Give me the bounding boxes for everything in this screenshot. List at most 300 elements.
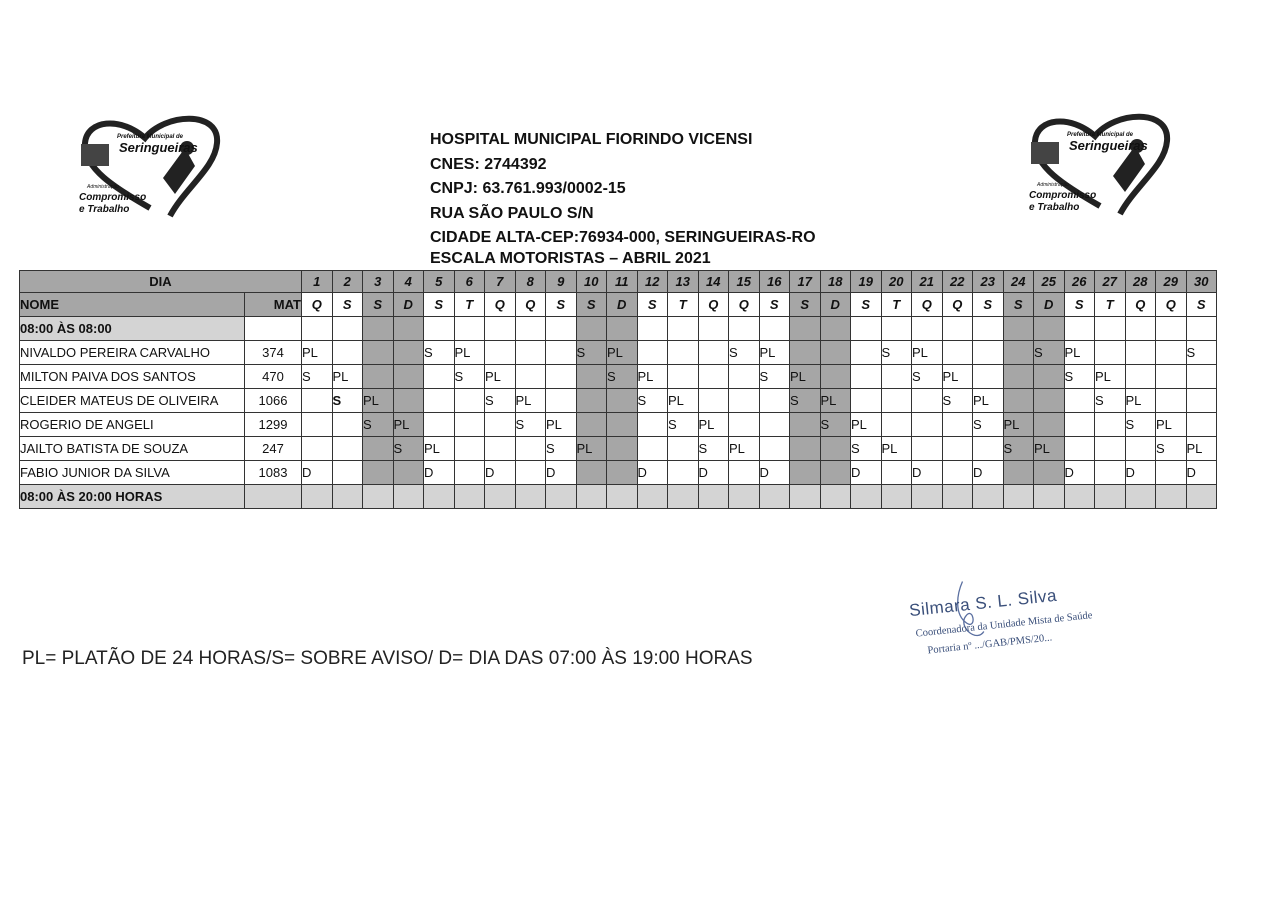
shift-cell xyxy=(759,413,790,437)
table-cell xyxy=(790,317,821,341)
day-number: 20 xyxy=(881,271,912,293)
shift-cell xyxy=(1186,413,1217,437)
weekday-letter: Q xyxy=(942,293,973,317)
nome-header: NOME xyxy=(20,293,245,317)
shift-cell xyxy=(759,437,790,461)
shift-cell xyxy=(1095,341,1126,365)
shift-cell: D xyxy=(302,461,333,485)
day-number: 9 xyxy=(546,271,577,293)
weekday-letter: S xyxy=(851,293,882,317)
shift-cell xyxy=(881,413,912,437)
shift-cell: PL xyxy=(515,389,546,413)
shift-cell: PL xyxy=(668,389,699,413)
svg-text:Prefeitura Municipal de: Prefeitura Municipal de xyxy=(117,134,184,140)
dia-header: DIA xyxy=(20,271,302,293)
shift-cell: S xyxy=(363,413,394,437)
day-number: 8 xyxy=(515,271,546,293)
shift-cell: PL xyxy=(698,413,729,437)
shift-cell xyxy=(607,389,638,413)
shift-cell: S xyxy=(820,413,851,437)
shift-cell xyxy=(1156,461,1187,485)
weekday-letter: S xyxy=(546,293,577,317)
table-row xyxy=(20,437,1217,461)
shift-cell xyxy=(729,461,760,485)
driver-name: CLEIDER MATEUS DE OLIVEIRA xyxy=(20,389,245,413)
shift-cell: PL xyxy=(942,365,973,389)
shift-cell xyxy=(637,341,668,365)
shift-cell: PL xyxy=(393,413,424,437)
shift-cell xyxy=(1034,461,1065,485)
table-cell xyxy=(546,485,577,509)
table-cell xyxy=(485,317,516,341)
table-cell xyxy=(851,317,882,341)
svg-text:e Trabalho: e Trabalho xyxy=(79,204,130,215)
city-address: CIDADE ALTA-CEP:76934-000, SERINGUEIRAS-RO xyxy=(430,229,816,246)
shift-cell xyxy=(363,461,394,485)
shift-cell xyxy=(942,413,973,437)
table-cell xyxy=(973,485,1004,509)
cnes: CNES: 2744392 xyxy=(430,155,547,173)
day-number: 5 xyxy=(424,271,455,293)
table-cell xyxy=(729,317,760,341)
day-number: 24 xyxy=(1003,271,1034,293)
shift-cell xyxy=(820,437,851,461)
table-cell xyxy=(759,317,790,341)
table-cell xyxy=(637,485,668,509)
table-cell xyxy=(1064,317,1095,341)
table-cell xyxy=(820,317,851,341)
table-cell xyxy=(820,485,851,509)
shift-cell xyxy=(1034,413,1065,437)
day-number: 14 xyxy=(698,271,729,293)
driver-name: FABIO JUNIOR DA SILVA xyxy=(20,461,245,485)
day-number: 16 xyxy=(759,271,790,293)
table-cell xyxy=(302,317,333,341)
shift-cell xyxy=(668,365,699,389)
shift-cell xyxy=(637,437,668,461)
day-number-row xyxy=(20,271,1217,293)
day-number: 6 xyxy=(454,271,485,293)
shift-cell xyxy=(393,461,424,485)
shift-cell: PL xyxy=(424,437,455,461)
stamp-title: Coordenadora da Unidade Mista de Saúde xyxy=(915,610,1093,640)
shift-cell xyxy=(302,413,333,437)
shift-cell: PL xyxy=(454,341,485,365)
shift-cell: D xyxy=(851,461,882,485)
shift-cell xyxy=(1003,341,1034,365)
shift-cell xyxy=(668,341,699,365)
shift-cell xyxy=(912,437,943,461)
day-number: 18 xyxy=(820,271,851,293)
shift-cell xyxy=(363,437,394,461)
shift-cell xyxy=(637,413,668,437)
heart-logo-icon xyxy=(1025,106,1175,216)
shift-cell: D xyxy=(1064,461,1095,485)
shift-cell xyxy=(393,341,424,365)
table-cell xyxy=(454,317,485,341)
shift-cell: PL xyxy=(1064,341,1095,365)
heart-logo-icon xyxy=(75,108,225,218)
shift-cell xyxy=(576,365,607,389)
day-number: 21 xyxy=(912,271,943,293)
shift-cell: PL xyxy=(576,437,607,461)
weekday-letter: Q xyxy=(485,293,516,317)
shift-cell: S xyxy=(1186,341,1217,365)
shift-cell xyxy=(424,389,455,413)
document-header xyxy=(430,128,816,267)
table-cell xyxy=(302,485,333,509)
shift-cell xyxy=(729,389,760,413)
shift-cell: D xyxy=(1125,461,1156,485)
table-cell xyxy=(637,317,668,341)
day-number: 10 xyxy=(576,271,607,293)
table-cell xyxy=(698,485,729,509)
table-cell xyxy=(393,485,424,509)
shift-cell xyxy=(515,461,546,485)
shift-cell xyxy=(973,365,1004,389)
shift-cell: D xyxy=(485,461,516,485)
shift-cell xyxy=(942,341,973,365)
shift-cell xyxy=(576,461,607,485)
shift-cell: S xyxy=(1003,437,1034,461)
shift-cell xyxy=(393,365,424,389)
shift-cell: PL xyxy=(973,389,1004,413)
shift-cell xyxy=(881,389,912,413)
weekday-letter: T xyxy=(1095,293,1126,317)
table-cell xyxy=(546,317,577,341)
shift-cell xyxy=(576,413,607,437)
day-number: 25 xyxy=(1034,271,1065,293)
table-cell xyxy=(332,317,363,341)
shift-cell xyxy=(1125,341,1156,365)
table-cell xyxy=(515,485,546,509)
table-cell xyxy=(942,317,973,341)
shift-cell: S xyxy=(1125,413,1156,437)
shift-cell xyxy=(515,365,546,389)
table-cell xyxy=(454,485,485,509)
stamp-portaria: Portaria nº .../GAB/PMS/20... xyxy=(926,632,1053,657)
table-cell xyxy=(668,317,699,341)
table-cell xyxy=(515,317,546,341)
table-cell xyxy=(332,485,363,509)
weekday-letter: S xyxy=(1186,293,1217,317)
table-cell xyxy=(1034,317,1065,341)
shift-cell xyxy=(668,461,699,485)
table-row xyxy=(20,413,1217,437)
driver-mat: 470 xyxy=(245,365,302,389)
stamp-name: Silmara S. L. Silva xyxy=(908,585,1058,621)
table-cell xyxy=(245,317,302,341)
svg-text:Seringueiras: Seringueiras xyxy=(119,140,198,155)
table-cell xyxy=(485,485,516,509)
table-cell xyxy=(759,485,790,509)
day-number: 23 xyxy=(973,271,1004,293)
table-cell xyxy=(1034,485,1065,509)
section-row xyxy=(20,485,1217,509)
table-cell xyxy=(1186,485,1217,509)
weekday-letter: T xyxy=(668,293,699,317)
shift-cell xyxy=(790,413,821,437)
schedule-title: ESCALA MOTORISTAS – ABRIL 2021 xyxy=(430,249,711,267)
table-cell xyxy=(607,485,638,509)
shift-cell: S xyxy=(668,413,699,437)
shift-cell xyxy=(1095,461,1126,485)
shift-cell xyxy=(698,389,729,413)
shift-cell: S xyxy=(485,389,516,413)
shift-cell: PL xyxy=(1095,365,1126,389)
day-number: 13 xyxy=(668,271,699,293)
svg-text:Compromisso: Compromisso xyxy=(79,192,147,203)
svg-text:e Trabalho: e Trabalho xyxy=(1029,202,1080,213)
shift-cell xyxy=(332,437,363,461)
day-number: 29 xyxy=(1156,271,1187,293)
shift-cell xyxy=(790,461,821,485)
table-cell xyxy=(1003,317,1034,341)
table-cell xyxy=(790,485,821,509)
shift-cell: PL xyxy=(881,437,912,461)
weekday-letter: D xyxy=(607,293,638,317)
hospital-name: HOSPITAL MUNICIPAL FIORINDO VICENSI xyxy=(430,131,753,148)
weekday-letter: Q xyxy=(1156,293,1187,317)
shift-cell xyxy=(424,413,455,437)
shift-cell xyxy=(1003,461,1034,485)
section-label: 08:00 ÀS 20:00 HORAS xyxy=(20,485,245,509)
table-cell xyxy=(1125,317,1156,341)
table-cell xyxy=(912,317,943,341)
weekday-letter: D xyxy=(1034,293,1065,317)
shift-cell xyxy=(454,389,485,413)
shift-cell xyxy=(576,389,607,413)
shift-cell xyxy=(515,437,546,461)
shift-cell xyxy=(973,341,1004,365)
shift-cell xyxy=(973,437,1004,461)
shift-cell: S xyxy=(1064,365,1095,389)
table-cell xyxy=(424,317,455,341)
shift-cell xyxy=(759,389,790,413)
shift-cell xyxy=(1064,437,1095,461)
table-cell xyxy=(942,485,973,509)
shift-cell xyxy=(1095,437,1126,461)
shift-cell xyxy=(363,365,394,389)
shift-cell xyxy=(302,437,333,461)
signature-stamp xyxy=(900,562,1093,680)
weekday-letter: Q xyxy=(729,293,760,317)
weekday-letter: Q xyxy=(515,293,546,317)
weekday-letter: S xyxy=(759,293,790,317)
svg-text:Administração: Administração xyxy=(1037,182,1069,188)
shift-cell: D xyxy=(1186,461,1217,485)
shift-cell: S xyxy=(607,365,638,389)
day-number: 27 xyxy=(1095,271,1126,293)
shift-cell: PL xyxy=(332,365,363,389)
table-cell xyxy=(1186,317,1217,341)
day-number: 26 xyxy=(1064,271,1095,293)
weekday-letter: S xyxy=(1064,293,1095,317)
shift-cell: S xyxy=(942,389,973,413)
day-number: 15 xyxy=(729,271,760,293)
shift-cell xyxy=(546,341,577,365)
shift-cell: S xyxy=(576,341,607,365)
shift-cell: S xyxy=(637,389,668,413)
shift-cell: PL xyxy=(1186,437,1217,461)
day-number: 12 xyxy=(637,271,668,293)
shift-cell: D xyxy=(698,461,729,485)
table-row xyxy=(20,461,1217,485)
shift-cell: PL xyxy=(1156,413,1187,437)
table-cell xyxy=(851,485,882,509)
shift-cell xyxy=(820,461,851,485)
shift-cell xyxy=(1125,365,1156,389)
shift-cell: PL xyxy=(790,365,821,389)
shift-cell xyxy=(454,437,485,461)
weekday-letter: T xyxy=(454,293,485,317)
shift-cell: D xyxy=(759,461,790,485)
driver-name: MILTON PAIVA DOS SANTOS xyxy=(20,365,245,389)
shift-cell: PL xyxy=(912,341,943,365)
shift-cell xyxy=(881,365,912,389)
table-cell xyxy=(245,485,302,509)
weekday-letter: S xyxy=(637,293,668,317)
day-number: 3 xyxy=(363,271,394,293)
weekday-letter: Q xyxy=(698,293,729,317)
weekday-row xyxy=(20,293,1217,317)
shift-cell xyxy=(1156,389,1187,413)
shift-cell xyxy=(607,461,638,485)
shift-cell: S xyxy=(424,341,455,365)
table-cell xyxy=(668,485,699,509)
shift-cell xyxy=(942,461,973,485)
weekday-letter: S xyxy=(576,293,607,317)
shift-cell: PL xyxy=(546,413,577,437)
driver-name: JAILTO BATISTA DE SOUZA xyxy=(20,437,245,461)
shift-cell xyxy=(881,461,912,485)
shift-cell: PL xyxy=(729,437,760,461)
shift-cell: S xyxy=(698,437,729,461)
table-cell xyxy=(363,485,394,509)
shift-cell xyxy=(1156,365,1187,389)
shift-cell: S xyxy=(393,437,424,461)
table-cell xyxy=(729,485,760,509)
table-row xyxy=(20,389,1217,413)
legend: PL= PLATÃO DE 24 HORAS/S= SOBRE AVISO/ D= DIA DAS 07:00 ÀS 19:00 HORAS xyxy=(22,648,753,669)
shift-cell xyxy=(607,413,638,437)
driver-mat: 1066 xyxy=(245,389,302,413)
shift-cell: S xyxy=(1034,341,1065,365)
table-cell xyxy=(912,485,943,509)
shift-cell: PL xyxy=(820,389,851,413)
shift-cell: S xyxy=(729,341,760,365)
street-address: RUA SÃO PAULO S/N xyxy=(430,204,594,222)
shift-cell xyxy=(332,461,363,485)
shift-cell xyxy=(1186,365,1217,389)
shift-cell xyxy=(485,413,516,437)
shift-cell xyxy=(546,389,577,413)
shift-cell xyxy=(393,389,424,413)
day-number: 30 xyxy=(1186,271,1217,293)
shift-cell: S xyxy=(302,365,333,389)
shift-cell xyxy=(851,365,882,389)
shift-cell: S xyxy=(759,365,790,389)
shift-cell: D xyxy=(912,461,943,485)
shift-cell: PL xyxy=(607,341,638,365)
weekday-letter: S xyxy=(363,293,394,317)
table-row xyxy=(20,341,1217,365)
table-cell xyxy=(698,317,729,341)
table-cell xyxy=(576,317,607,341)
shift-cell: PL xyxy=(485,365,516,389)
shift-cell xyxy=(302,389,333,413)
shift-cell xyxy=(485,437,516,461)
shift-cell xyxy=(698,341,729,365)
table-cell xyxy=(576,485,607,509)
mat-header: MAT xyxy=(245,293,302,317)
shift-cell: S xyxy=(912,365,943,389)
shift-cell: PL xyxy=(851,413,882,437)
shift-cell xyxy=(607,437,638,461)
table-cell xyxy=(1095,317,1126,341)
shift-cell xyxy=(424,365,455,389)
logo-right xyxy=(1025,106,1175,216)
shift-cell: S xyxy=(515,413,546,437)
table-cell xyxy=(973,317,1004,341)
shift-cell: D xyxy=(546,461,577,485)
shift-cell xyxy=(668,437,699,461)
driver-name: NIVALDO PEREIRA CARVALHO xyxy=(20,341,245,365)
table-cell xyxy=(1125,485,1156,509)
weekday-letter: S xyxy=(973,293,1004,317)
table-cell xyxy=(607,317,638,341)
shift-cell: D xyxy=(424,461,455,485)
shift-cell xyxy=(851,341,882,365)
shift-cell xyxy=(1003,365,1034,389)
shift-cell: S xyxy=(851,437,882,461)
section-label: 08:00 ÀS 08:00 xyxy=(20,317,245,341)
shift-cell xyxy=(485,341,516,365)
weekday-letter: Q xyxy=(1125,293,1156,317)
shift-cell: PL xyxy=(302,341,333,365)
shift-cell xyxy=(698,365,729,389)
driver-mat: 1299 xyxy=(245,413,302,437)
shift-cell xyxy=(912,389,943,413)
shift-cell: S xyxy=(1095,389,1126,413)
shift-cell xyxy=(790,437,821,461)
weekday-letter: S xyxy=(790,293,821,317)
day-number: 22 xyxy=(942,271,973,293)
cnpj: CNPJ: 63.761.993/0002-15 xyxy=(430,180,626,197)
weekday-letter: S xyxy=(424,293,455,317)
shift-cell: S xyxy=(1156,437,1187,461)
svg-text:Compromisso: Compromisso xyxy=(1029,190,1097,201)
table-cell xyxy=(1003,485,1034,509)
shift-cell xyxy=(1095,413,1126,437)
table-cell xyxy=(393,317,424,341)
weekday-letter: D xyxy=(393,293,424,317)
logo-left xyxy=(75,108,225,218)
table-cell xyxy=(424,485,455,509)
svg-text:Prefeitura Municipal de: Prefeitura Municipal de xyxy=(1067,132,1134,138)
shift-cell xyxy=(515,341,546,365)
day-number: 28 xyxy=(1125,271,1156,293)
shift-cell: PL xyxy=(1125,389,1156,413)
shift-cell: PL xyxy=(363,389,394,413)
shift-cell xyxy=(1156,341,1187,365)
shift-cell xyxy=(820,341,851,365)
shift-cell xyxy=(851,389,882,413)
shift-cell xyxy=(729,413,760,437)
shift-cell xyxy=(1186,389,1217,413)
day-number: 7 xyxy=(485,271,516,293)
driver-mat: 374 xyxy=(245,341,302,365)
